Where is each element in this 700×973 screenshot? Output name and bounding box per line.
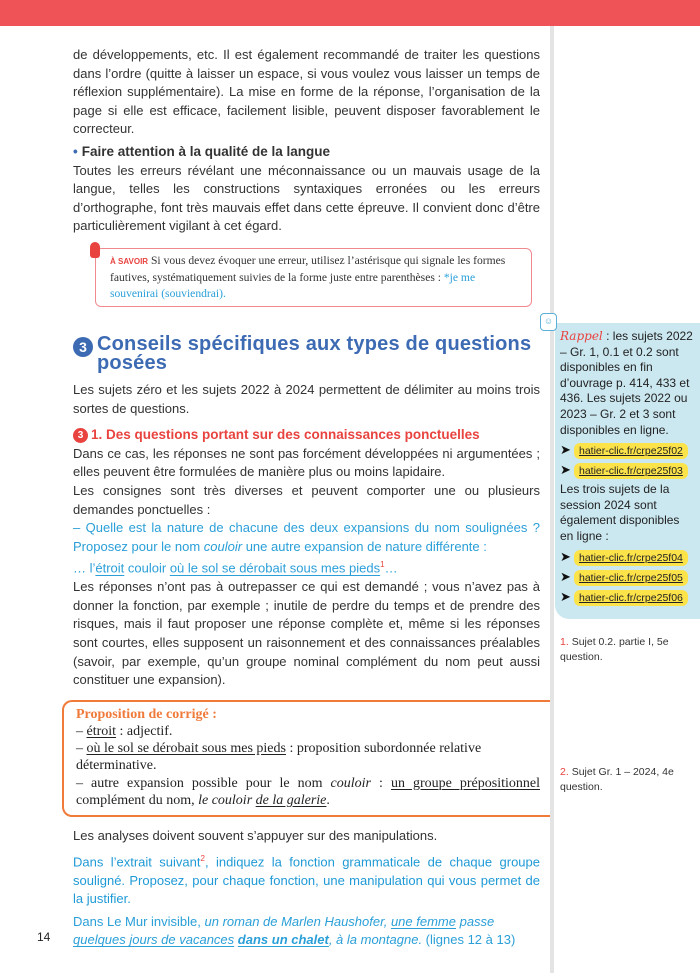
section-title: Conseils spécifiques aux types de questions posées <box>97 332 532 374</box>
link-crpe25f05[interactable] <box>560 569 694 585</box>
text: complément du nom, <box>76 792 199 808</box>
text: un roman de Marlen Haushofer, <box>204 913 391 929</box>
corrige-line <box>76 775 540 809</box>
link-text[interactable]: hatier-clic.fr/crpe25f05 <box>574 570 688 586</box>
text: Dans l’extrait suivant <box>73 853 201 869</box>
example-question <box>73 519 540 556</box>
right-margin <box>543 316 700 795</box>
text: passe <box>455 913 495 929</box>
text: le couloir <box>198 792 256 808</box>
paragraph: Les réponses n’ont pas à outrepasser ce qui est demandé ; vous n’avez pas à donner la fonction, par exemple ; inutile de perdre du temps et de prendre des risques, mais il faut proposer une réponse complète et, même si les réponses sont courtes, elles supposent un raisonnement et des connaissances préalables (savoir, par exemple, qu’un groupe nominal complément du nom peut aussi constituer une expansion). <box>73 579 540 688</box>
header-band <box>0 0 700 26</box>
bullet-icon: • <box>73 143 78 159</box>
subsection-number: 3 <box>73 428 88 443</box>
a-savoir-text: Si vous devez évoquer une erreur, utilisez l’astérisque qui signale les formes fautives, systématiquement suivies de la forme juste entre parenthèses : <box>110 253 506 284</box>
extrait <box>73 913 540 950</box>
subsection-title: 1. Des questions portant sur des connaissances ponctuelles <box>91 427 480 443</box>
arrow-cursor-icon: ➤ <box>560 442 571 458</box>
text: , indiquez la fonction grammaticale de chaque groupe souligné. Proposez, pour chaque fonction, une manipulation qui vous permet de la justifier. <box>73 853 540 907</box>
rappel-text <box>560 329 694 438</box>
text: … <box>384 560 398 576</box>
link-crpe25f06[interactable] <box>560 589 694 605</box>
text: – <box>76 723 87 739</box>
text: : les sujets 2022 – Gr. 1, 0.1 et 0.2 sont disponibles en fin d’ouvrage p. 414, 433 et 436. Les sujets 2022 ou 2023 – Gr. 2 et 3 sont disponibles en ligne. <box>560 329 693 437</box>
link-crpe25f03[interactable] <box>560 462 694 478</box>
corrige-line <box>76 723 540 740</box>
footnote-text: Sujet 0.2. partie I, 5e question. <box>560 635 669 663</box>
text: : proposition subordonnée relative déterminative. <box>76 741 482 774</box>
text: – Quelle est la nature de chacune des deux expansions du nom soulignées ? Proposez pour le nom <box>73 520 540 554</box>
underlined-text: de la galerie <box>255 792 327 808</box>
text: une autre expansion de nature différente : <box>242 538 487 554</box>
arrow-cursor-icon: ➤ <box>560 588 571 604</box>
page-number: 14 <box>37 930 51 944</box>
underlined-text: où le sol se dérobait sous mes pieds <box>86 741 286 757</box>
arrow-cursor-icon: ➤ <box>560 462 571 478</box>
link-crpe25f02[interactable] <box>560 442 694 458</box>
section-intro: Les sujets zéro et les sujets 2022 à 2024 permettent de délimiter au moins trois sortes de questions. <box>73 381 540 416</box>
bullet-heading-text: Faire attention à la qualité de la langue <box>81 143 331 159</box>
paragraph: Dans ce cas, les réponses ne sont pas forcément développées ni argumentées ; elles peuvent être formulées de manière plus ou moins lapidaire. <box>73 445 540 480</box>
corrige-heading: Proposition de corrigé : <box>76 706 217 722</box>
margin-divider <box>550 26 554 973</box>
main-column <box>73 46 540 950</box>
underlined-text: où le sol se dérobait sous mes pieds <box>169 560 381 576</box>
arrow-cursor-icon: ➤ <box>560 568 571 584</box>
text: : adjectif. <box>116 723 173 739</box>
text: , à la montagne. <box>328 932 423 948</box>
a-savoir-example: *je me souvenirai (souviendrai). <box>110 270 476 300</box>
rappel-sidebar <box>543 316 700 619</box>
link-text[interactable]: hatier-clic.fr/crpe25f03 <box>574 463 688 479</box>
paragraph: Les consignes sont très diverses et peuvent comporter une ou plusieurs demandes ponctuelles : <box>73 482 540 517</box>
corrige-box <box>62 700 550 817</box>
a-savoir-tag: À SAVOIR <box>110 256 149 266</box>
bullet-heading <box>73 143 540 162</box>
link-text[interactable]: hatier-clic.fr/crpe25f02 <box>574 443 688 459</box>
underlined-text: une femme <box>390 913 456 929</box>
underlined-text: étroit <box>86 723 117 739</box>
footnote-2 <box>560 765 690 795</box>
subsection-heading <box>73 426 540 445</box>
footnote-ref: 1 <box>380 560 385 570</box>
smiley-bubble-icon: ☺ <box>540 313 557 331</box>
text: . <box>326 792 330 808</box>
text: Dans Le Mur invisible, <box>73 913 205 929</box>
corrige-line <box>76 740 540 774</box>
underlined-text: quelques jours de vacances <box>73 932 235 948</box>
rappel-label: Rappel <box>560 329 603 343</box>
footnote-number: 2. <box>560 765 569 778</box>
text: couloir <box>330 775 371 791</box>
language-paragraph: Toutes les erreurs révélant une méconnaissance ou un mauvais usage de la langue, telles les constructions syntaxiques erronées ou les erreurs d’orthographe, font très mauvais effet dans cette épreuve. Il convient donc d’être particulièrement vigilant à cet égard. <box>73 162 540 234</box>
footnote-text: Sujet Gr. 1 – 2024, 4e question. <box>560 765 674 793</box>
footnote-ref: 2 <box>200 853 205 863</box>
link-text[interactable]: hatier-clic.fr/crpe25f06 <box>574 590 688 606</box>
footnote-number: 1. <box>560 635 569 648</box>
text: … l’ <box>73 560 96 576</box>
text: (lignes 12 à 13) <box>422 932 516 948</box>
text: couloir <box>124 560 170 576</box>
section-number: 3 <box>73 337 93 357</box>
link-crpe25f04[interactable] <box>560 549 694 565</box>
arrow-cursor-icon: ➤ <box>560 548 571 564</box>
consigne <box>73 850 540 909</box>
text: – <box>76 741 87 757</box>
footnote-1 <box>560 635 690 665</box>
section-heading <box>73 332 540 374</box>
underlined-text: un groupe prépositionnel <box>390 775 540 791</box>
pin-icon <box>90 242 100 258</box>
underlined-text: dans un chalet <box>237 932 329 948</box>
example-sentence <box>73 556 540 578</box>
text: : <box>370 775 391 791</box>
link-text[interactable]: hatier-clic.fr/crpe25f04 <box>574 550 688 566</box>
session-2024-text: Les trois sujets de la session 2024 sont également disponibles en ligne : <box>560 482 680 543</box>
a-savoir-box <box>95 248 532 307</box>
underlined-text: étroit <box>95 560 125 576</box>
text: – autre expansion possible pour le nom <box>76 775 331 791</box>
intro-paragraph: de développements, etc. Il est également recommandé de traiter les questions dans l’ordre (quitte à laisser un espace, si vous voulez vous laisser un temps de réflexion supplémentaire). La mise en forme de la réponse, l’organisation de la page si elle est efficace, facilement lisible, peuvent disposer favorablement le correcteur. <box>73 47 540 137</box>
text: couloir <box>203 538 243 554</box>
subsection-body <box>73 445 540 690</box>
analyses-text: Les analyses doivent souvent s’appuyer sur des manipulations. <box>73 827 438 843</box>
